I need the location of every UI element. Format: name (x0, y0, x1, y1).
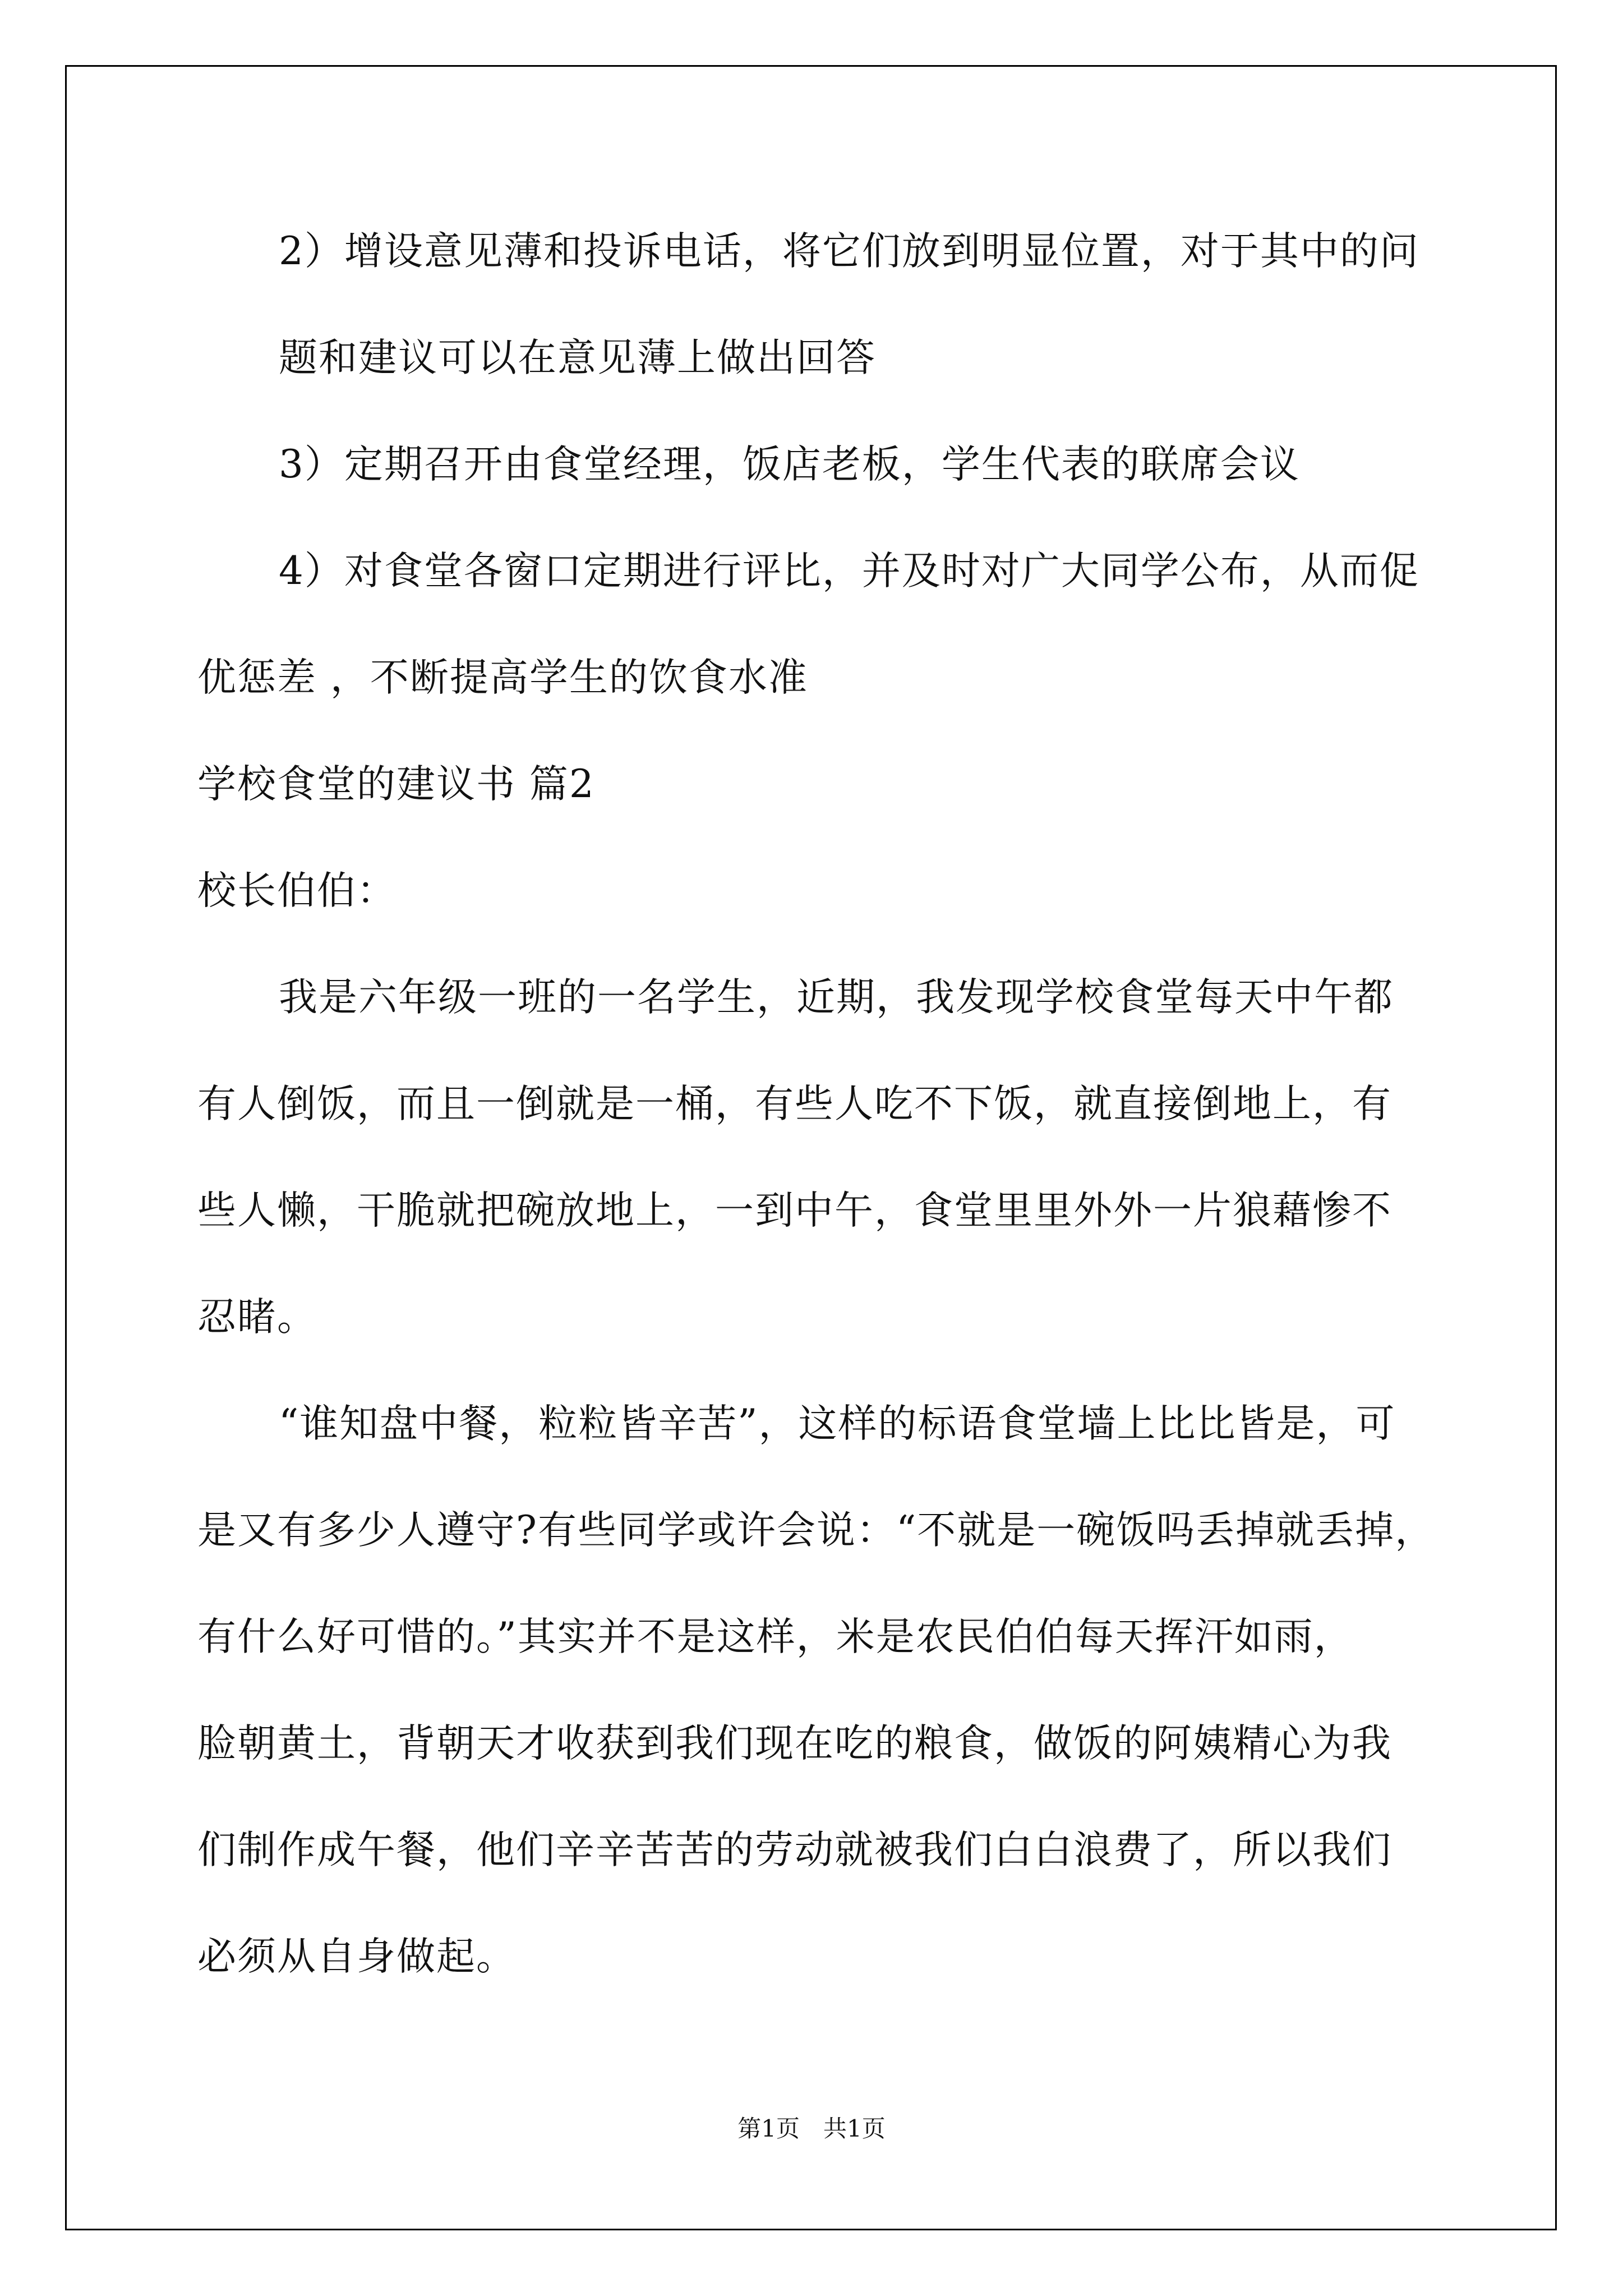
text-line: 必须从自身做起。 (197, 1934, 516, 1979)
text-line: 脸朝黄土，背朝天才收获到我们现在吃的粮食，做饭的阿姨精心为我 (197, 1721, 1392, 1766)
salutation: 校长伯伯： (197, 868, 396, 913)
text-line: 我是六年级一班的一名学生，近期，我发现学校食堂每天中午都 (279, 975, 1394, 1020)
text-line: 是又有多少人遵守?有些同学或许会说：“不就是一碗饭吗丢掉就丢掉， (197, 1508, 1435, 1553)
page-border (65, 65, 1557, 2230)
text-line: 3）定期召开由食堂经理，饭店老板，学生代表的联席会议 (279, 442, 1300, 487)
text-line: 有什么好可惜的。”其实并不是这样，米是农民伯伯每天挥汗如雨， (197, 1614, 1354, 1659)
text-line: “谁知盘中餐，粒粒皆辛苦”，这样的标语食堂墙上比比皆是，可 (279, 1401, 1396, 1446)
section-heading: 学校食堂的建议书 篇2 (197, 762, 595, 807)
text-line: 优惩差 ，不断提高学生的饮食水准 (197, 655, 808, 700)
text-line: 们制作成午餐，他们辛辛苦苦的劳动就被我们白白浪费了，所以我们 (197, 1828, 1392, 1872)
text-line: 忍睹。 (197, 1295, 317, 1340)
text-line: 有人倒饭，而且一倒就是一桶，有些人吃不下饭，就直接倒地上，有 (197, 1082, 1392, 1126)
text-line: 2）增设意见薄和投诉电话，将它们放到明显位置，对于其中的问 (279, 229, 1419, 274)
text-line: 4）对食堂各窗口定期进行评比，并及时对广大同学公布，从而促 (279, 549, 1419, 593)
page-footer: 第1页 共1页 (737, 2115, 886, 2142)
text-line: 题和建议可以在意见薄上做出回答 (279, 335, 876, 380)
text-line: 些人懒，干脆就把碗放地上，一到中午，食堂里里外外一片狼藉惨不 (197, 1188, 1392, 1233)
